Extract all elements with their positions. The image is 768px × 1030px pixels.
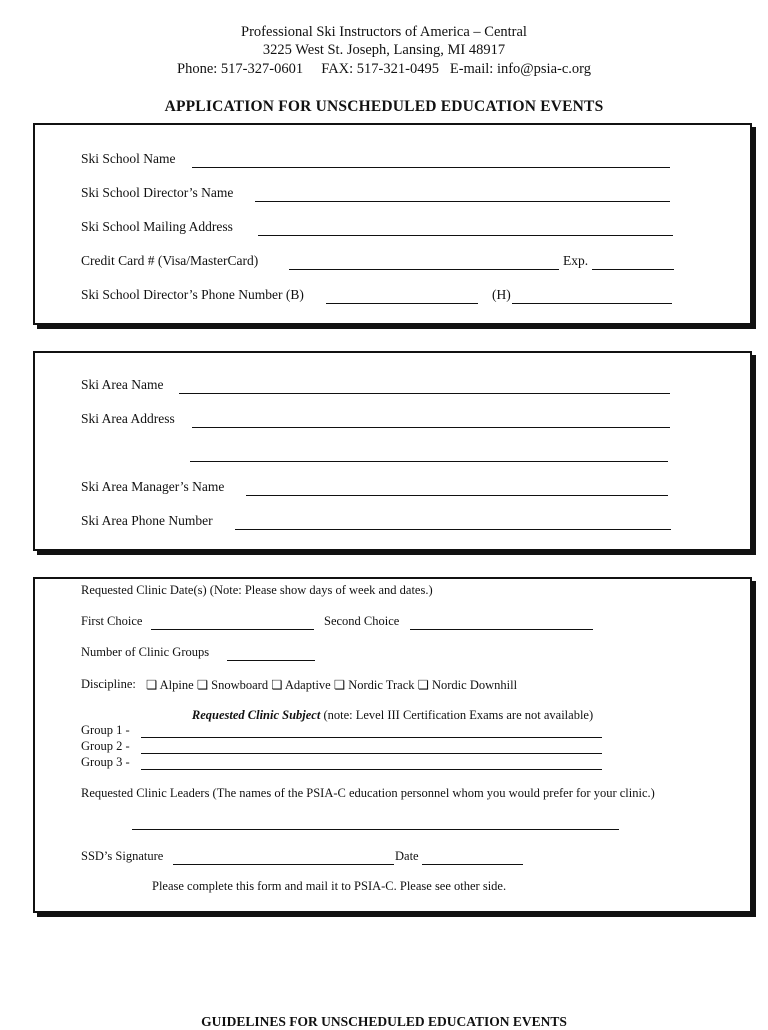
footer-note-row [35, 879, 750, 899]
ski-area-phone-field[interactable] [235, 529, 671, 530]
mailing-address-field[interactable] [258, 235, 673, 236]
exp-label: Exp. [563, 253, 589, 268]
guidelines-title: GUIDELINES FOR UNSCHEDULED EDUCATION EVENTS [201, 1014, 567, 1029]
credit-card-label: Credit Card # (Visa/MasterCard) [81, 253, 259, 268]
signature-field[interactable] [173, 864, 394, 865]
director-phone-b-label: Ski School Director’s Phone Number (B) [81, 287, 304, 302]
snowboard-label: Snowboard [211, 678, 269, 692]
first-choice-label: First Choice [81, 614, 143, 628]
form-title: APPLICATION FOR UNSCHEDULED EDUCATION EVENTS [164, 98, 604, 115]
org-address: 3225 West St. Joseph, Lansing, MI 48917 [262, 42, 506, 58]
adaptive-label: Adaptive [284, 678, 331, 692]
credit-card-field[interactable] [289, 269, 559, 270]
ski-area-manager-label: Ski Area Manager’s Name [81, 479, 225, 494]
alpine-option[interactable] [146, 678, 194, 692]
checkbox-icon[interactable]: ❏ [417, 678, 429, 692]
org-name: Professional Ski Instructors of America – Central [241, 24, 527, 40]
clinic-choice-row [35, 614, 750, 634]
credit-card-row [35, 253, 750, 273]
nordic-downhill-label: Nordic Downhill [431, 678, 518, 692]
director-phone-h-label: (H) [492, 287, 511, 302]
nordic-track-option[interactable] [334, 678, 415, 692]
clinic-leaders-field[interactable] [132, 829, 619, 830]
ski-area-manager-row [35, 479, 750, 499]
date-field[interactable] [422, 864, 523, 865]
clinic-dates-label: Requested Clinic Date(s) (Note: Please show days of week and dates.) [81, 583, 433, 597]
group-1-label: Group 1 - [81, 723, 130, 737]
ski-area-phone-label: Ski Area Phone Number [81, 513, 213, 528]
director-name-row [35, 185, 750, 205]
clinic-leaders-label: Requested Clinic Leaders (The names of the PSIA-C education personnel whom you would prefer for your clinic.) [81, 786, 655, 800]
clinic-groups-row [35, 645, 750, 665]
clinic-subject-label: Requested Clinic Subject [191, 708, 321, 722]
mailing-address-label: Ski School Mailing Address [81, 219, 233, 234]
discipline-label: Discipline: [81, 677, 136, 691]
date-label: Date [395, 849, 419, 863]
ski-area-name-row [35, 377, 750, 397]
clinic-subject-heading [35, 708, 750, 723]
checkbox-icon[interactable]: ❏ [146, 678, 158, 692]
adaptive-option[interactable] [271, 678, 330, 692]
footer-note: Please complete this form and mail it to PSIA-C. Please see other side. [152, 879, 507, 893]
group-3-label: Group 3 - [81, 755, 130, 769]
ski-area-address-row [35, 411, 750, 431]
clinic-groups-label: Number of Clinic Groups [81, 645, 210, 659]
director-phone-b-field[interactable] [326, 303, 478, 304]
signature-label: SSD’s Signature [81, 849, 164, 863]
ski-area-section [33, 351, 752, 551]
director-phone-row [35, 287, 750, 307]
second-choice-field[interactable] [410, 629, 593, 630]
ski-school-name-field[interactable] [192, 167, 670, 168]
ski-area-address-label: Ski Area Address [81, 411, 175, 426]
ski-area-name-label: Ski Area Name [81, 377, 164, 392]
exp-field[interactable] [592, 269, 674, 270]
discipline-row [35, 677, 750, 697]
ski-school-section [33, 123, 752, 325]
clinic-groups-field[interactable] [227, 660, 315, 661]
first-choice-field[interactable] [151, 629, 314, 630]
group-2-field[interactable] [141, 753, 602, 754]
director-name-label: Ski School Director’s Name [81, 185, 234, 200]
nordic-downhill-option[interactable] [418, 678, 517, 692]
clinic-leaders-row [35, 786, 750, 806]
clinic-dates-row [35, 583, 750, 603]
clinic-subject-note: (note: Level III Certification Exams are not available) [323, 708, 594, 722]
checkbox-icon[interactable]: ❏ [271, 678, 283, 692]
ski-school-name-row [35, 151, 750, 171]
group-3-row [35, 755, 750, 775]
signature-row [35, 849, 750, 869]
checkbox-icon[interactable]: ❏ [196, 678, 209, 692]
ski-area-phone-row [35, 513, 750, 533]
mailing-address-row [35, 219, 750, 239]
ski-area-manager-field[interactable] [246, 495, 668, 496]
director-name-field[interactable] [255, 201, 670, 202]
group-1-field[interactable] [141, 737, 602, 738]
ski-area-name-field[interactable] [179, 393, 670, 394]
director-phone-h-field[interactable] [512, 303, 672, 304]
second-choice-label: Second Choice [324, 614, 400, 628]
ski-school-name-label: Ski School Name [81, 151, 176, 166]
discipline-options [146, 677, 517, 693]
snowboard-option[interactable] [197, 678, 268, 692]
alpine-label: Alpine [159, 678, 194, 692]
nordic-track-label: Nordic Track [348, 678, 415, 692]
ski-area-address-field-2[interactable] [190, 461, 668, 462]
group-3-field[interactable] [141, 769, 602, 770]
checkbox-icon[interactable]: ❏ [333, 678, 346, 692]
group-2-label: Group 2 - [81, 739, 130, 753]
ski-area-address-row-2 [35, 445, 750, 465]
ski-area-address-field[interactable] [192, 427, 670, 428]
org-contact: Phone: 517-327-0601 FAX: 517-321-0495 E-mail: info@psia-c.org [177, 61, 591, 77]
clinic-request-section [33, 577, 752, 913]
